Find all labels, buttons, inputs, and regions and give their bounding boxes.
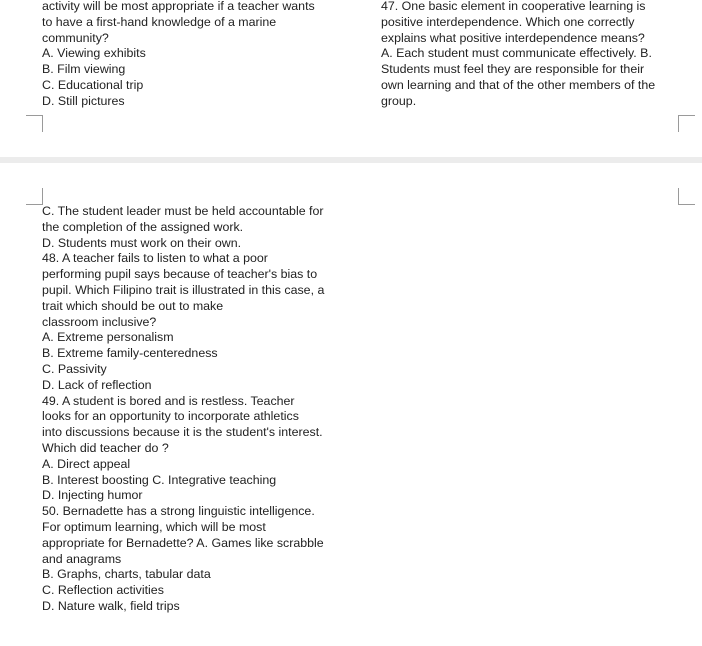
question-48-line: trait which should be out to make [42, 298, 224, 313]
text-line: activity will be most appropriate if a teacher wants [42, 0, 315, 13]
answer-option: C. The student leader must be held accountable for [42, 204, 324, 218]
question-47-line: 47. One basic element in cooperative learning is [381, 0, 646, 13]
answer-option: Students must feel they are responsible for their [381, 62, 645, 77]
answer-option: and anagrams [42, 551, 122, 566]
answer-option: D. Students must work on their own. [42, 235, 242, 250]
answer-option: B. Interest boosting C. Integrative teaching [42, 472, 277, 487]
answer-option: A. Direct appeal [42, 456, 131, 471]
answer-option: C. Reflection activities [42, 583, 164, 598]
crop-mark-icon [678, 115, 695, 132]
question-50-line: appropriate for Bernadette? A. Games like scrabble [42, 535, 324, 550]
answer-option: D. Lack of reflection [42, 377, 152, 392]
question-49-line: into discussions because it is the student's interest. [42, 425, 323, 440]
answer-option: B. Film viewing [42, 62, 126, 77]
page-top-right-column [381, 0, 677, 110]
question-48-line: performing pupil says because of teacher's bias to [42, 267, 318, 282]
answer-option: C. Educational trip [42, 77, 144, 92]
answer-option: A. Each student must communicate effectively. B. [381, 46, 652, 61]
question-50-line: For optimum learning, which will be most [42, 519, 266, 534]
document-page-bottom [0, 163, 702, 646]
answer-option: D. Still pictures [42, 93, 125, 108]
answer-option: B. Extreme family-centeredness [42, 346, 218, 361]
answer-option: A. Extreme personalism [42, 330, 174, 345]
page-bottom-left-column [42, 204, 342, 615]
crop-mark-icon [678, 188, 695, 205]
crop-mark-icon [26, 115, 43, 132]
page-top-left-column [42, 0, 342, 110]
question-48-line: pupil. Which Filipino trait is illustrated in this case, a [42, 282, 325, 297]
text-line: to have a first-hand knowledge of a marine [42, 14, 277, 29]
answer-option: group. [381, 93, 417, 108]
question-49-line: 49. A student is bored and is restless. Teacher [42, 393, 295, 408]
document-page-top [0, 0, 702, 157]
question-49-line: looks for an opportunity to incorporate athletics [42, 409, 299, 424]
answer-option: own learning and that of the other members of the [381, 77, 656, 92]
question-49-line: Which did teacher do ? [42, 440, 169, 455]
answer-option: D. Nature walk, field trips [42, 598, 180, 613]
question-48-line: classroom inclusive? [42, 314, 157, 329]
crop-mark-icon [26, 188, 43, 205]
text-line: community? [42, 30, 109, 45]
answer-option: B. Graphs, charts, tabular data [42, 567, 211, 582]
answer-option: the completion of the assigned work. [42, 219, 244, 234]
question-48-line: 48. A teacher fails to listen to what a poor [42, 251, 268, 266]
answer-option: A. Viewing exhibits [42, 46, 146, 61]
answer-option: C. Passivity [42, 361, 107, 376]
question-50-line: 50. Bernadette has a strong linguistic intelligence. [42, 504, 315, 519]
question-47-line: explains what positive interdependence means? [381, 30, 645, 45]
question-47-line: positive interdependence. Which one correctly [381, 14, 635, 29]
answer-option: D. Injecting humor [42, 488, 143, 503]
